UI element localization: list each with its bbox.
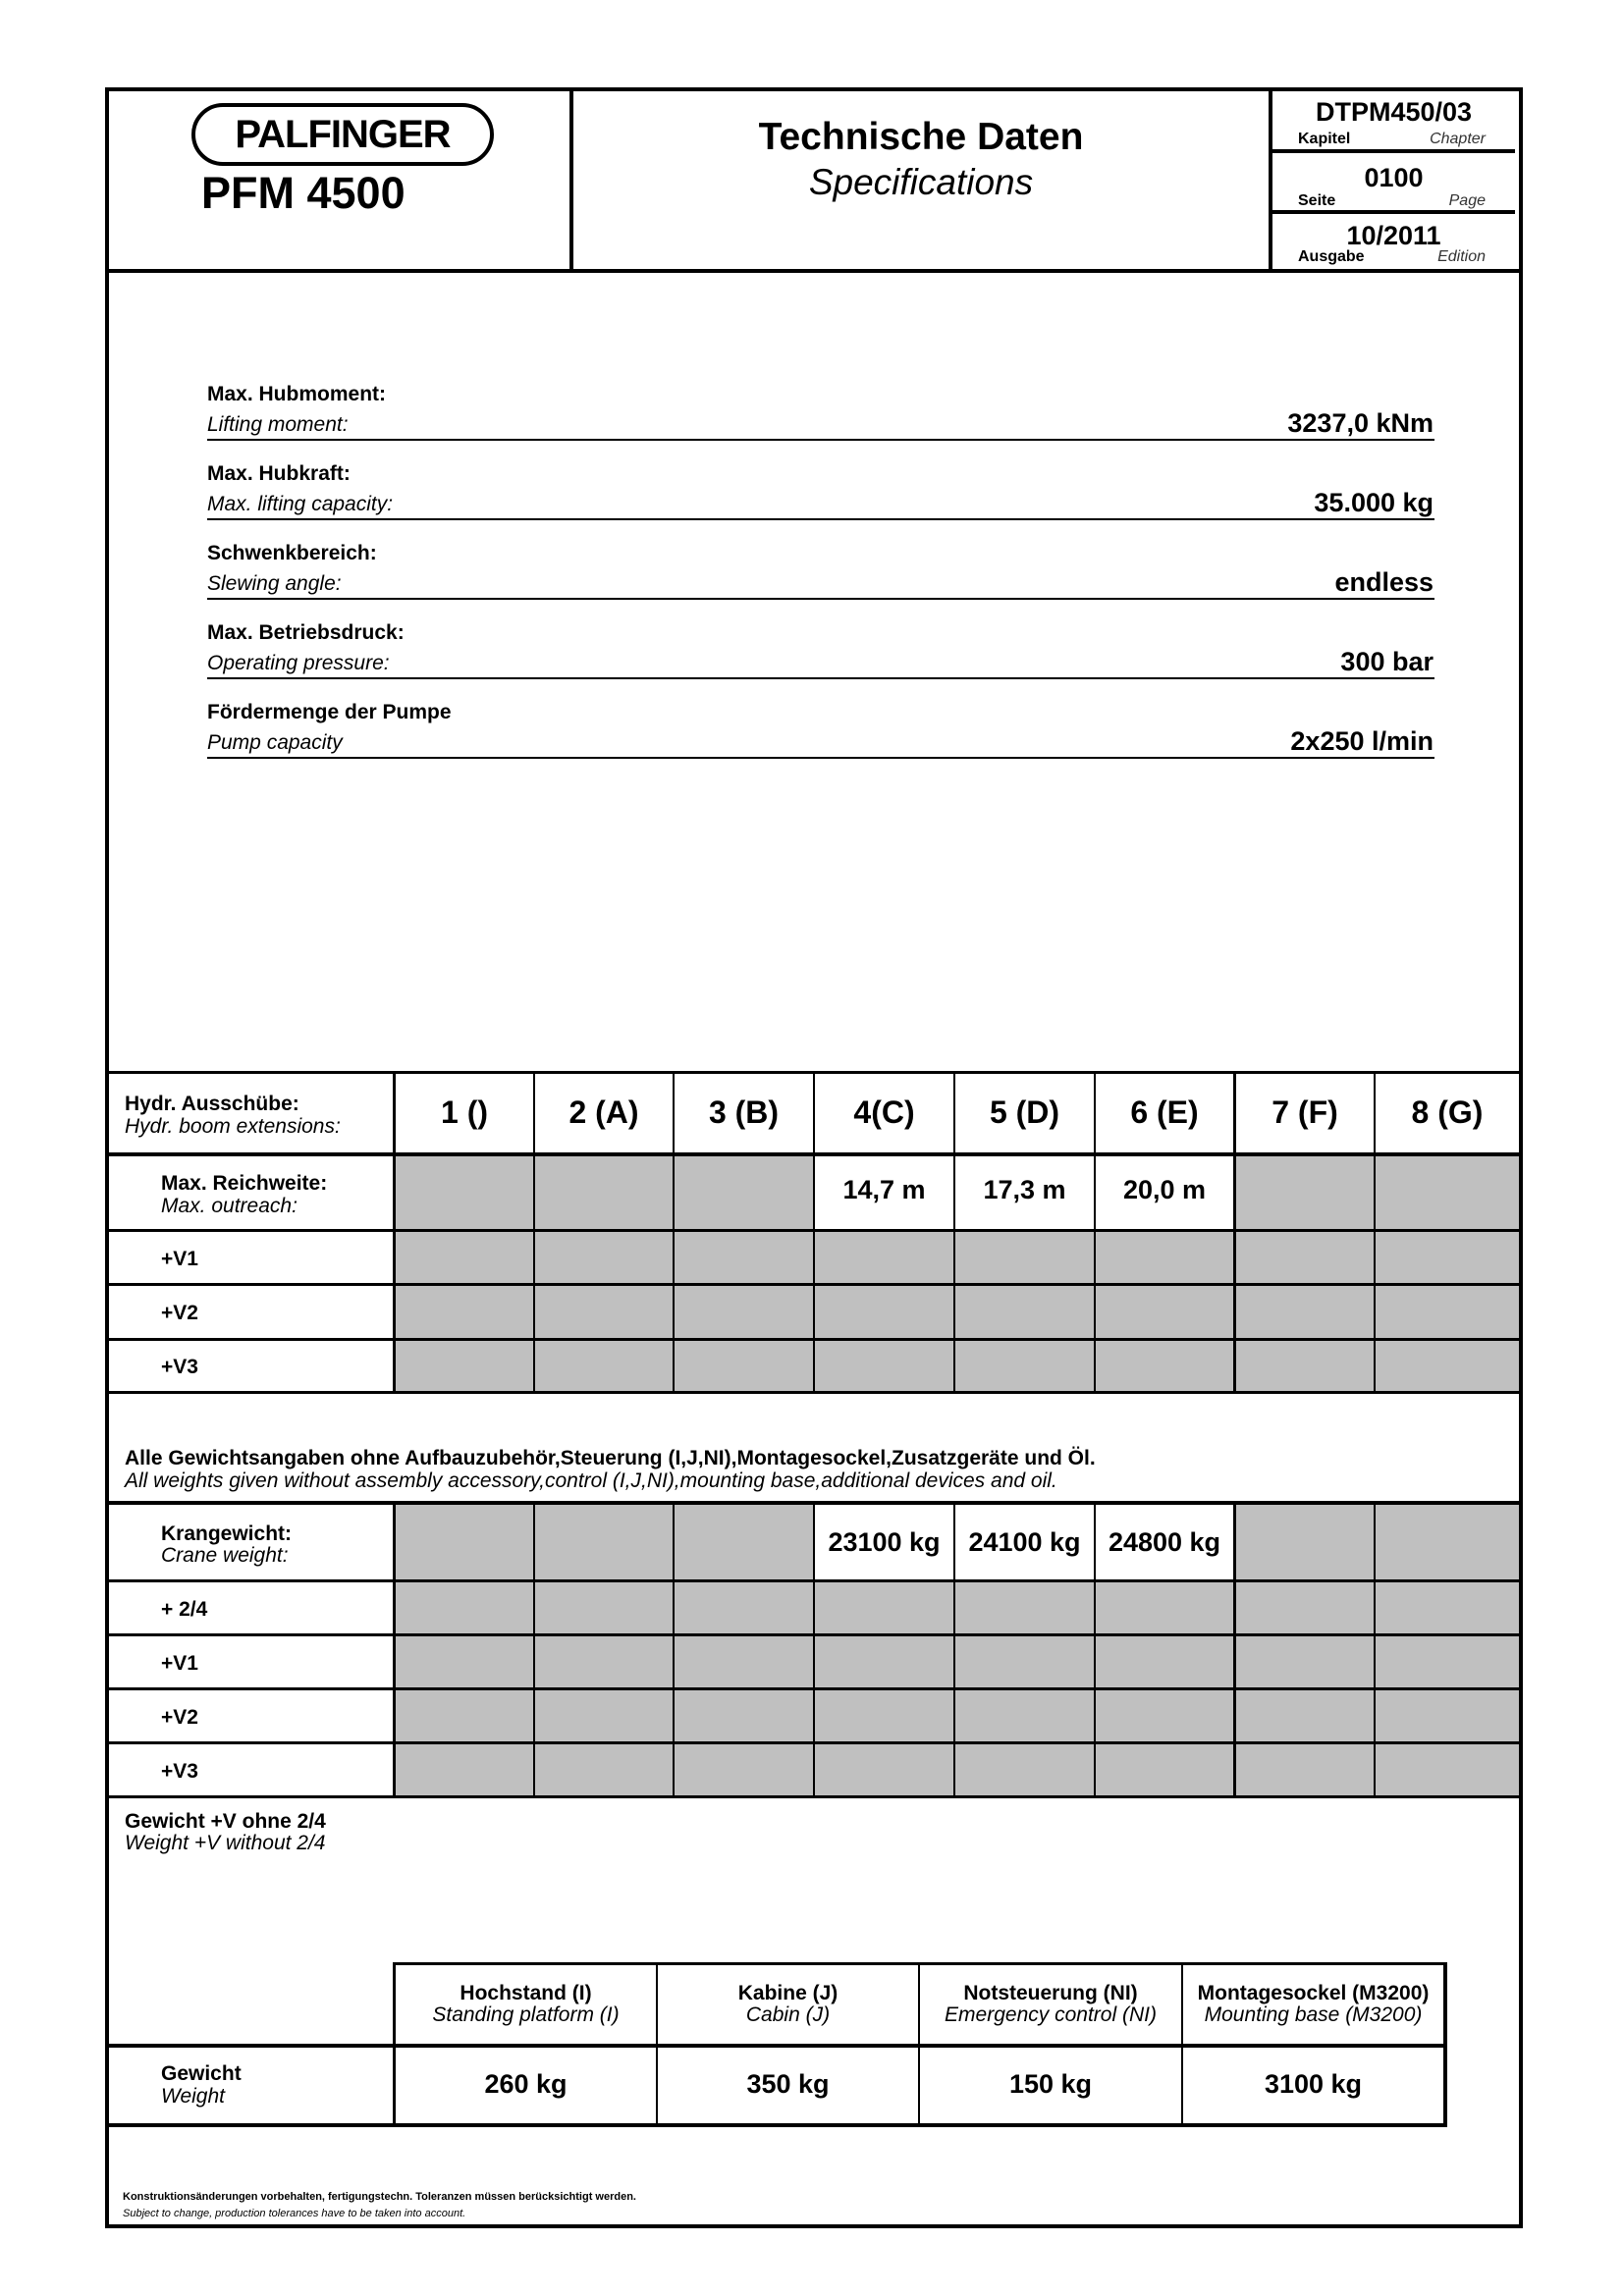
crane-weight-value: 24800 kg	[1108, 1527, 1221, 1557]
acc-col-head-de: Montagesockel (M3200)	[1197, 1982, 1430, 2004]
row-label-v1: +V1	[161, 1248, 198, 1270]
title-de: Technische Daten	[758, 116, 1084, 158]
page-label-en: Page	[1448, 192, 1486, 209]
spec-label-en: Slewing angle:	[207, 572, 342, 595]
table-line	[1443, 1962, 1447, 2127]
brand-text: PALFINGER	[235, 113, 451, 156]
row-label-v1: +V1	[161, 1652, 198, 1675]
grey-cell	[396, 1505, 814, 1579]
page-label-de: Seite	[1298, 192, 1336, 209]
column-header: 1 ()	[441, 1095, 488, 1130]
row-label-v2: +V2	[161, 1706, 198, 1729]
spec-label-en: Lifting moment:	[207, 413, 349, 436]
grey-cell	[396, 1156, 814, 1229]
header-meta	[1272, 91, 1519, 273]
acc-col-head-de: Notsteuerung (NI)	[963, 1982, 1138, 2004]
weights-note-de: Alle Gewichtsangaben ohne Aufbauzubehör,Steuerung (I,J,NI),Montagesockel,Zusatzgeräte und Öl.	[125, 1447, 1096, 1469]
spec-underline	[207, 677, 1434, 679]
spec-underline	[207, 757, 1434, 759]
meta-edition	[1272, 214, 1515, 269]
crane-weight-value: 23100 kg	[828, 1527, 941, 1557]
acc-weight-value: 150 kg	[1008, 2069, 1093, 2099]
meta-chapter	[1272, 91, 1515, 153]
spec-label-de: Max. Betriebsdruck:	[207, 621, 405, 644]
crane-weight-value: 24100 kg	[968, 1527, 1081, 1557]
acc-col-head-en: Mounting base (M3200)	[1204, 2003, 1423, 2026]
doc-code: DTPM450/03	[1315, 97, 1473, 127]
footer-en: Subject to change, production tolerances have to be taken into account.	[123, 2208, 466, 2219]
row-label-v3: +V3	[161, 1356, 198, 1378]
spec-underline	[207, 598, 1434, 600]
table-line	[393, 1962, 1447, 1965]
spec-underline	[207, 518, 1434, 520]
column-header: 3 (B)	[708, 1095, 780, 1130]
row-label-outreach-en: Max. outreach:	[161, 1195, 298, 1217]
acc-weight-value: 350 kg	[746, 2069, 830, 2099]
spec-label-de: Fördermenge der Pumpe	[207, 701, 452, 723]
acc-weight-value: 3100 kg	[1264, 2069, 1363, 2099]
row-label-v2: +V2	[161, 1302, 198, 1324]
outreach-value: 14,7 m	[842, 1175, 926, 1204]
page-number: 0100	[1364, 163, 1424, 192]
edition-label-en: Edition	[1437, 248, 1486, 265]
weights-note-en: All weights given without assembly accessory,control (I,J,NI),mounting base,additional devices and oil.	[125, 1469, 1057, 1492]
spec-value: 35.000 kg	[1314, 488, 1434, 517]
chapter-label-de: Kapitel	[1298, 131, 1351, 147]
table-line	[1233, 1501, 1236, 1798]
outreach-value: 17,3 m	[983, 1175, 1066, 1204]
row-label-2-4: + 2/4	[161, 1598, 208, 1621]
column-header: 5 (D)	[989, 1095, 1060, 1130]
table-line	[533, 1501, 535, 1798]
column-header: 4(C)	[853, 1095, 915, 1130]
spec-value: 3237,0 kNm	[1287, 408, 1434, 438]
spec-underline	[207, 439, 1434, 441]
edition-value: 10/2011	[1346, 221, 1441, 250]
header-title-cell	[573, 91, 1272, 273]
outreach-value: 20,0 m	[1122, 1175, 1207, 1204]
acc-col-head-en: Cabin (J)	[745, 2003, 831, 2026]
grey-cell	[396, 1232, 1519, 1392]
spec-label-en: Operating pressure:	[207, 652, 390, 674]
column-header: 8 (G)	[1411, 1095, 1484, 1130]
column-header: 6 (E)	[1130, 1095, 1199, 1130]
row-label-crane-weight-de: Krangewicht:	[161, 1522, 293, 1545]
row-label-outreach-de: Max. Reichweite:	[161, 1172, 328, 1195]
row-label-crane-weight-en: Crane weight:	[161, 1544, 289, 1567]
title-en: Specifications	[808, 162, 1034, 202]
spec-label-en: Pump capacity	[207, 731, 343, 754]
row-label-v3: +V3	[161, 1760, 198, 1783]
weight-v-note-de: Gewicht +V ohne 2/4	[125, 1810, 326, 1833]
spec-label-de: Schwenkbereich:	[207, 542, 377, 564]
acc-col-head-de: Kabine (J)	[737, 1982, 839, 2004]
acc-weight-value: 260 kg	[484, 2069, 568, 2099]
acc-row-label-de: Gewicht	[161, 2062, 242, 2085]
ext-header-en: Hydr. boom extensions:	[125, 1115, 341, 1138]
grey-cell	[1236, 1156, 1519, 1229]
column-header: 2 (A)	[568, 1095, 639, 1130]
table-line	[673, 1501, 675, 1798]
grey-cell	[1236, 1505, 1519, 1579]
table-line	[109, 2123, 1447, 2127]
acc-col-head-de: Hochstand (I)	[460, 1982, 592, 2004]
spec-label-de: Max. Hubkraft:	[207, 462, 351, 485]
column-header: 7 (F)	[1271, 1095, 1338, 1130]
acc-row-label-en: Weight	[161, 2085, 225, 2108]
weight-v-note-en: Weight +V without 2/4	[125, 1832, 326, 1854]
table-line	[109, 2044, 1447, 2048]
ext-header-de: Hydr. Ausschübe:	[125, 1093, 299, 1115]
spec-value: 300 bar	[1340, 647, 1434, 676]
meta-page	[1272, 153, 1515, 214]
footer-de: Konstruktionsänderungen vorbehalten, fertigungstechn. Toleranzen müssen berücksichtigt werden.	[123, 2191, 636, 2203]
table-line	[1374, 1501, 1376, 1798]
acc-col-head-en: Standing platform (I)	[432, 2003, 620, 2026]
edition-label-de: Ausgabe	[1298, 248, 1365, 265]
table-line	[393, 1501, 396, 1798]
spec-label-en: Max. lifting capacity:	[207, 493, 394, 515]
spec-value: endless	[1334, 567, 1434, 597]
palfinger-logo	[190, 102, 495, 167]
spec-value: 2x250 l/min	[1290, 726, 1434, 756]
acc-col-head-en: Emergency control (NI)	[945, 2003, 1157, 2026]
spec-label-de: Max. Hubmoment:	[207, 383, 387, 405]
chapter-label-en: Chapter	[1430, 131, 1486, 147]
model-name: PFM 4500	[201, 168, 406, 218]
header-logo-cell	[109, 91, 573, 273]
